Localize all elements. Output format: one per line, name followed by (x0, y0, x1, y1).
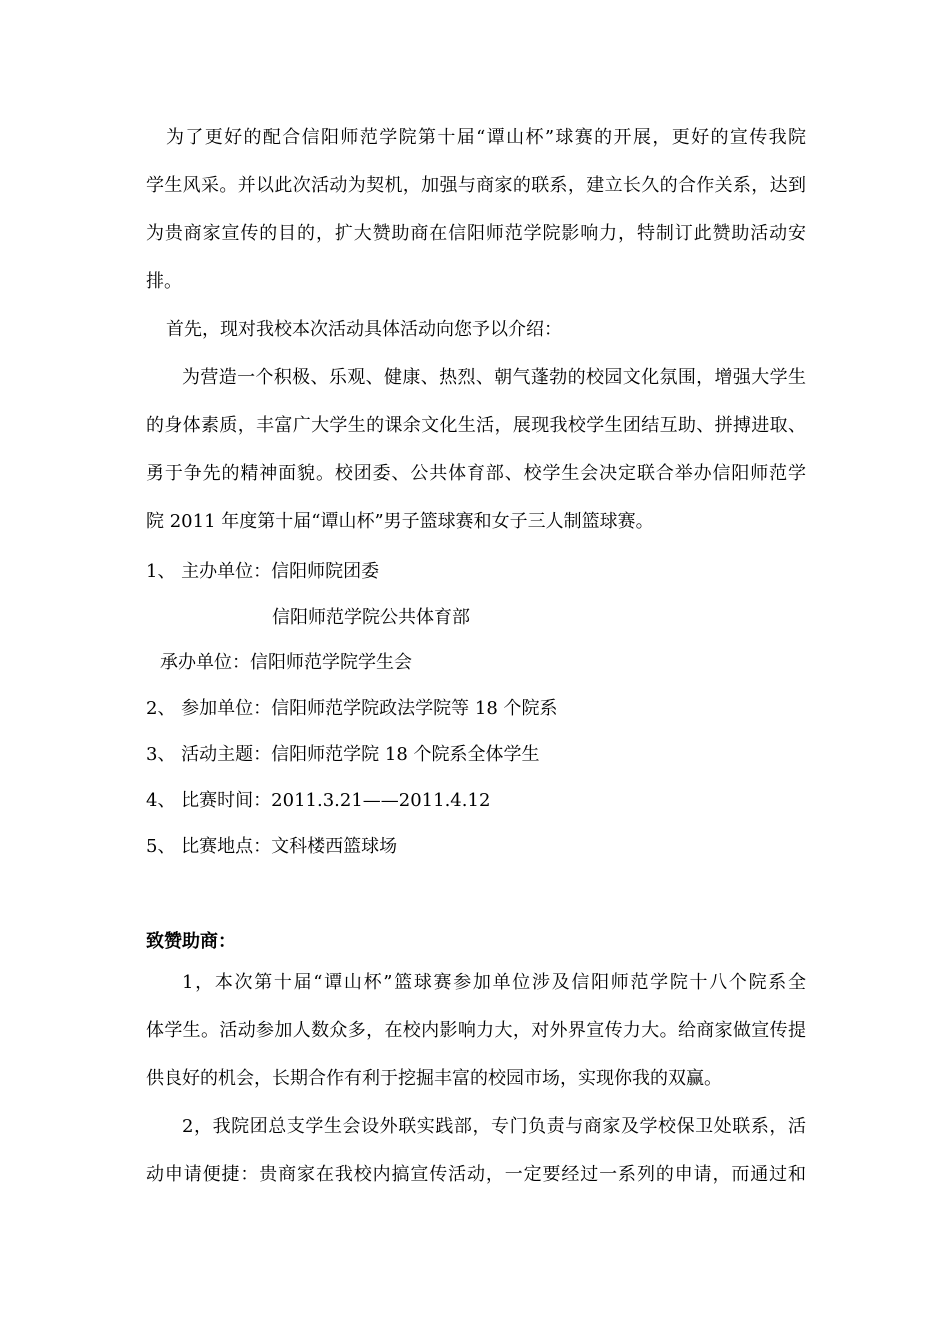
sponsor-p1-line2: 体学生。活动参加人数众多，在校内影响力大，对外界宣传力大。给商家做宣传提 (146, 1020, 806, 1041)
paragraph2-line2: 的身体素质，丰富广大学生的课余文化生活，展现我校学生团结互助、拼搏进取、 (146, 415, 806, 436)
list-item-organizer: 承办单位：信阳师范学院学生会 (160, 652, 412, 673)
paragraph2-line1: 为营造一个积极、乐观、健康、热烈、朝气蓬勃的校园文化氛围，增强大学生 (182, 367, 806, 388)
paragraph1-line2: 学生风采。并以此次活动为契机，加强与商家的联系，建立长久的合作关系，达到 (146, 175, 806, 196)
list-item-location: 5、 比赛地点：文科楼西篮球场 (146, 836, 398, 857)
paragraph2-line3: 勇于争先的精神面貌。校团委、公共体育部、校学生会决定联合举办信阳师范学 (146, 463, 806, 484)
paragraph2-line4: 院 2011 年度第十届“谭山杯”男子篮球赛和女子三人制篮球赛。 (146, 511, 654, 532)
sponsor-p2-line2: 动申请便捷：贵商家在我校内搞宣传活动，一定要经过一系列的申请，而通过和 (146, 1164, 806, 1185)
sponsor-p1-line1: 1，本次第十届“谭山杯”篮球赛参加单位涉及信阳师范学院十八个院系全 (182, 972, 806, 993)
list-item-host: 1、 主办单位：信阳师院团委 (146, 561, 380, 582)
list-item-host-cont: 信阳师范学院公共体育部 (272, 607, 470, 628)
sponsor-heading: 致赞助商： (146, 931, 236, 952)
sponsor-p1-line3: 供良好的机会，长期合作有利于挖掘丰富的校园市场，实现你我的双赢。 (146, 1068, 722, 1089)
intro-line: 首先，现对我校本次活动具体活动向您予以介绍： (166, 319, 562, 340)
sponsor-p2-line1: 2，我院团总支学生会设外联实践部，专门负责与商家及学校保卫处联系，活 (182, 1116, 806, 1137)
list-item-theme: 3、 活动主题：信阳师范学院 18 个院系全体学生 (146, 744, 540, 765)
paragraph1-line3: 为贵商家宣传的目的，扩大赞助商在信阳师范学院影响力，特制订此赞助活动安 (146, 223, 806, 244)
list-item-participants: 2、 参加单位：信阳师范学院政法学院等 18 个院系 (146, 698, 558, 719)
paragraph1-line4: 排。 (146, 271, 182, 292)
paragraph1-line1: 为了更好的配合信阳师范学院第十届“谭山杯”球赛的开展，更好的宣传我院 (166, 127, 806, 148)
list-item-time: 4、 比赛时间：2011.3.21——2011.4.12 (146, 790, 491, 811)
